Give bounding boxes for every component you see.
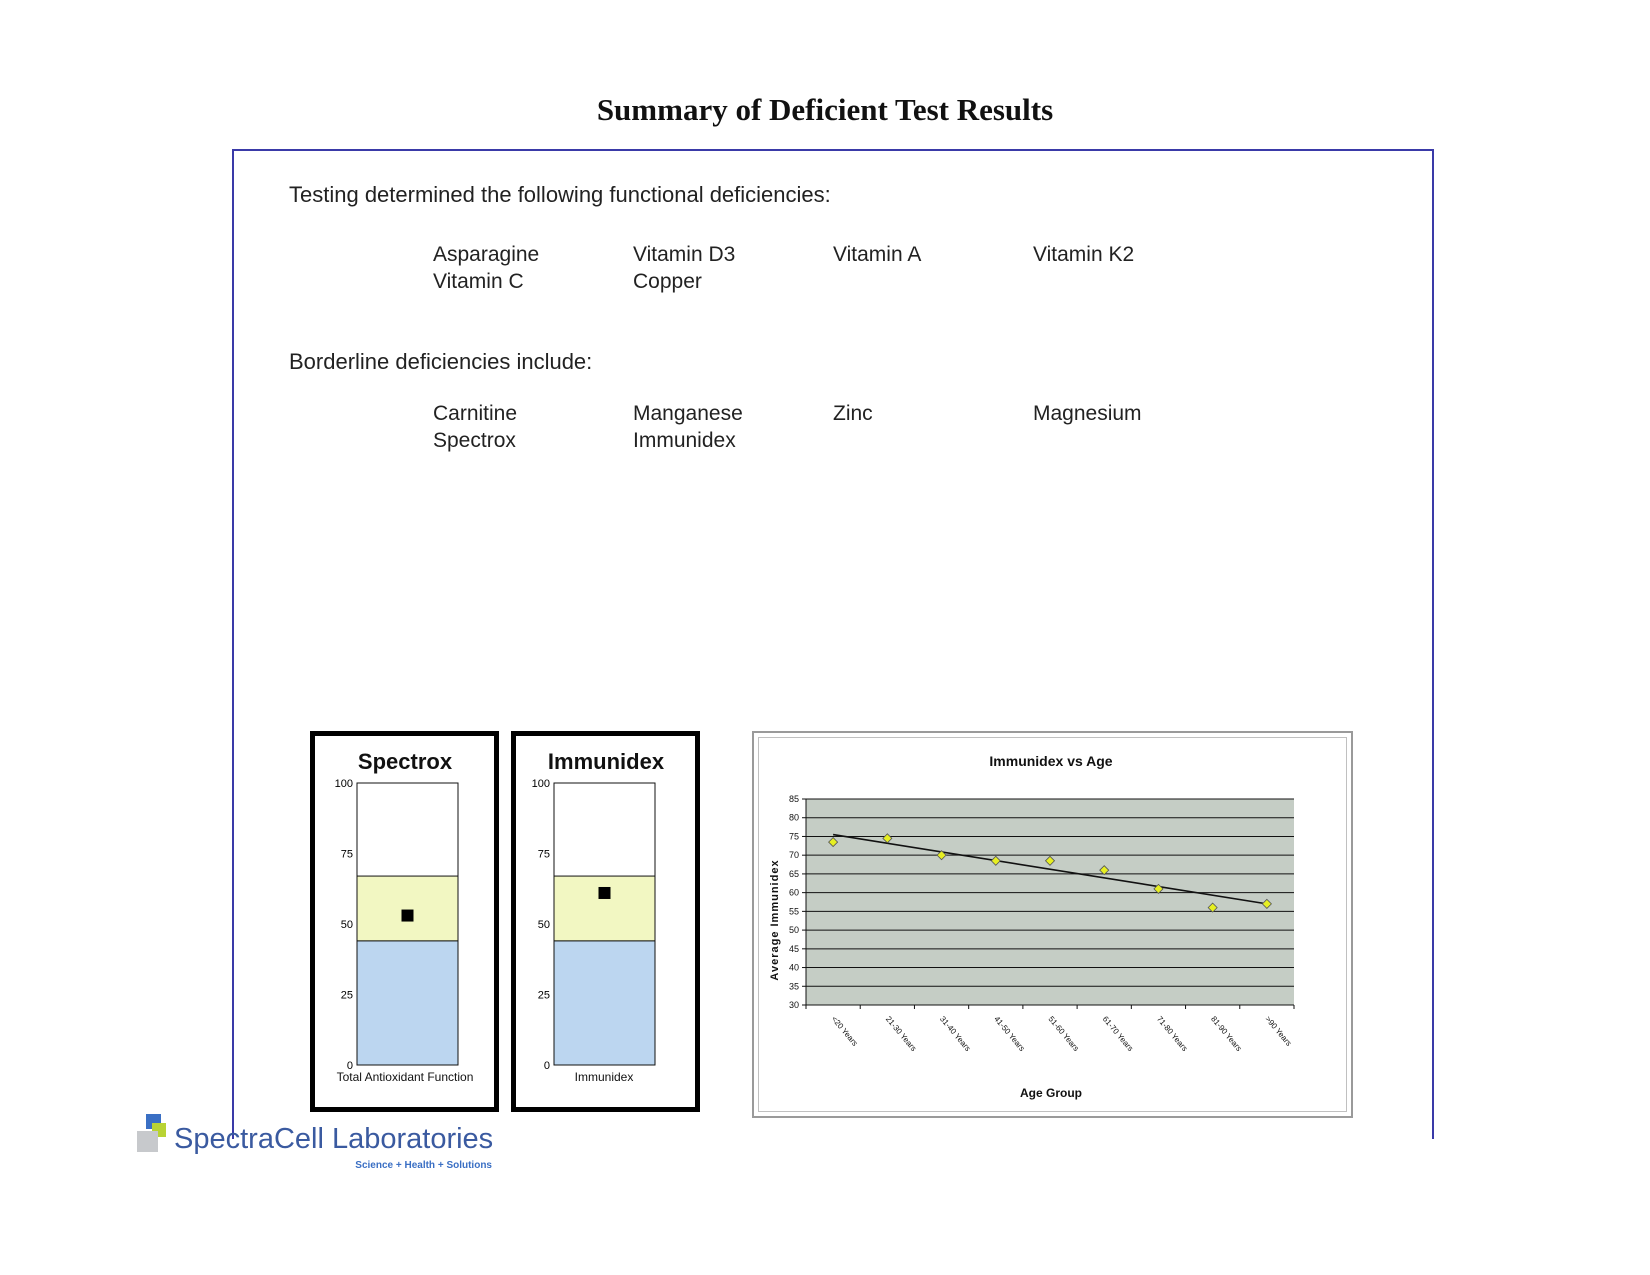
gauge-tick-label: 0	[346, 1060, 353, 1072]
borderline-list	[433, 402, 1233, 453]
spectrox-gauge	[310, 731, 499, 1112]
deficiencies-intro: Testing determined the following functional deficiencies:	[289, 182, 831, 207]
gauge-blue-zone	[554, 941, 655, 1065]
borderline-item: Carnitine	[433, 402, 518, 425]
gauge-tick-label: 0	[543, 1060, 550, 1072]
chart-title: Immunidex vs Age	[989, 753, 1113, 769]
gauge-title: Immunidex	[547, 749, 665, 774]
chart-x-axis-label: Age Group	[1020, 1086, 1082, 1100]
gauge-axis-label: Immunidex	[574, 1070, 634, 1084]
chart-plot-area	[789, 794, 1294, 1053]
chart-y-tick-label: 65	[788, 868, 799, 879]
logo-svg	[137, 1114, 497, 1174]
logo-square-gray	[137, 1131, 158, 1152]
borderline-item: Magnesium	[1033, 402, 1142, 425]
deficiency-item: Vitamin C	[433, 270, 524, 293]
chart-x-tick-label: 31-40 Years	[938, 1014, 973, 1053]
chart-y-tick-label: 50	[788, 925, 799, 936]
spectrox-gauge-svg	[315, 736, 494, 1107]
gauge-tick-label: 25	[537, 989, 550, 1002]
gauge-yellow-zone	[357, 876, 458, 941]
gauge-tick-label: 100	[531, 778, 550, 790]
chart-y-axis-label: Average Immunidex	[769, 859, 781, 981]
chart-y-tick-label: 30	[788, 1000, 799, 1010]
chart-y-tick-label: 70	[788, 850, 799, 861]
gauge-tick-label: 50	[340, 919, 353, 931]
chart-x-tick-label: 51-60 Years	[1046, 1014, 1081, 1053]
gauge-tick-label: 25	[340, 989, 353, 1002]
gauge-title: Spectrox	[357, 749, 453, 774]
deficiency-item: Asparagine	[433, 243, 540, 266]
chart-x-tick-label: 61-70 Years	[1100, 1014, 1136, 1053]
borderline-item: Zinc	[833, 402, 873, 425]
immunidex-gauge-svg	[516, 736, 695, 1107]
chart-plot-background	[806, 799, 1294, 1005]
chart-x-tick-label: >90 Years	[1263, 1014, 1294, 1048]
immunidex-age-chart	[752, 731, 1353, 1118]
immunidex-gauge	[511, 731, 700, 1112]
deficiency-item: Copper	[633, 270, 702, 293]
gauge-tick-label: 100	[334, 778, 353, 790]
chart-y-tick-label: 55	[788, 906, 799, 917]
logo-name: SpectraCell Laboratories	[174, 1123, 494, 1155]
borderline-item: Manganese	[633, 402, 743, 425]
gauge-axis-label: Total Antioxidant Function	[336, 1070, 474, 1084]
chart-y-tick-label: 80	[788, 812, 799, 823]
borderline-intro: Borderline deficiencies include:	[289, 349, 593, 374]
gauge-value-marker	[402, 910, 414, 922]
gauge-tick-label: 75	[537, 848, 550, 861]
chart-x-tick-label: <20 Years	[829, 1014, 860, 1048]
chart-y-tick-label: 85	[788, 794, 799, 804]
chart-y-tick-label: 45	[788, 943, 799, 954]
deficiency-item: Vitamin D3	[633, 243, 736, 266]
gauge-yellow-zone	[554, 876, 655, 941]
borderline-item: Immunidex	[633, 429, 736, 452]
logo-tagline: Science + Health + Solutions	[355, 1160, 492, 1171]
chart-x-tick-label: 81-90 Years	[1209, 1014, 1244, 1053]
spectracell-logo	[137, 1114, 497, 1174]
chart-y-tick-label: 75	[788, 831, 799, 842]
chart-x-tick-label: 41-50 Years	[992, 1014, 1027, 1053]
chart-y-tick-label: 35	[788, 981, 799, 992]
chart-x-tick-label: 21-30 Years	[883, 1014, 919, 1053]
chart-x-tick-label: 71-80 Years	[1154, 1014, 1190, 1053]
page-title: Summary of Deficient Test Results	[596, 92, 1054, 127]
chart-y-tick-label: 40	[788, 962, 799, 973]
gauge-tick-label: 50	[537, 919, 550, 931]
borderline-item: Spectrox	[433, 429, 516, 452]
deficiency-item: Vitamin K2	[1033, 243, 1135, 266]
chart-y-tick-label: 60	[788, 887, 799, 898]
immunidex-age-chart-svg	[754, 733, 1351, 1116]
deficiency-item: Vitamin A	[833, 243, 922, 266]
deficiency-list	[433, 243, 1233, 294]
gauge-value-marker	[599, 887, 611, 899]
gauge-blue-zone	[357, 941, 458, 1065]
gauge-tick-label: 75	[340, 848, 353, 861]
